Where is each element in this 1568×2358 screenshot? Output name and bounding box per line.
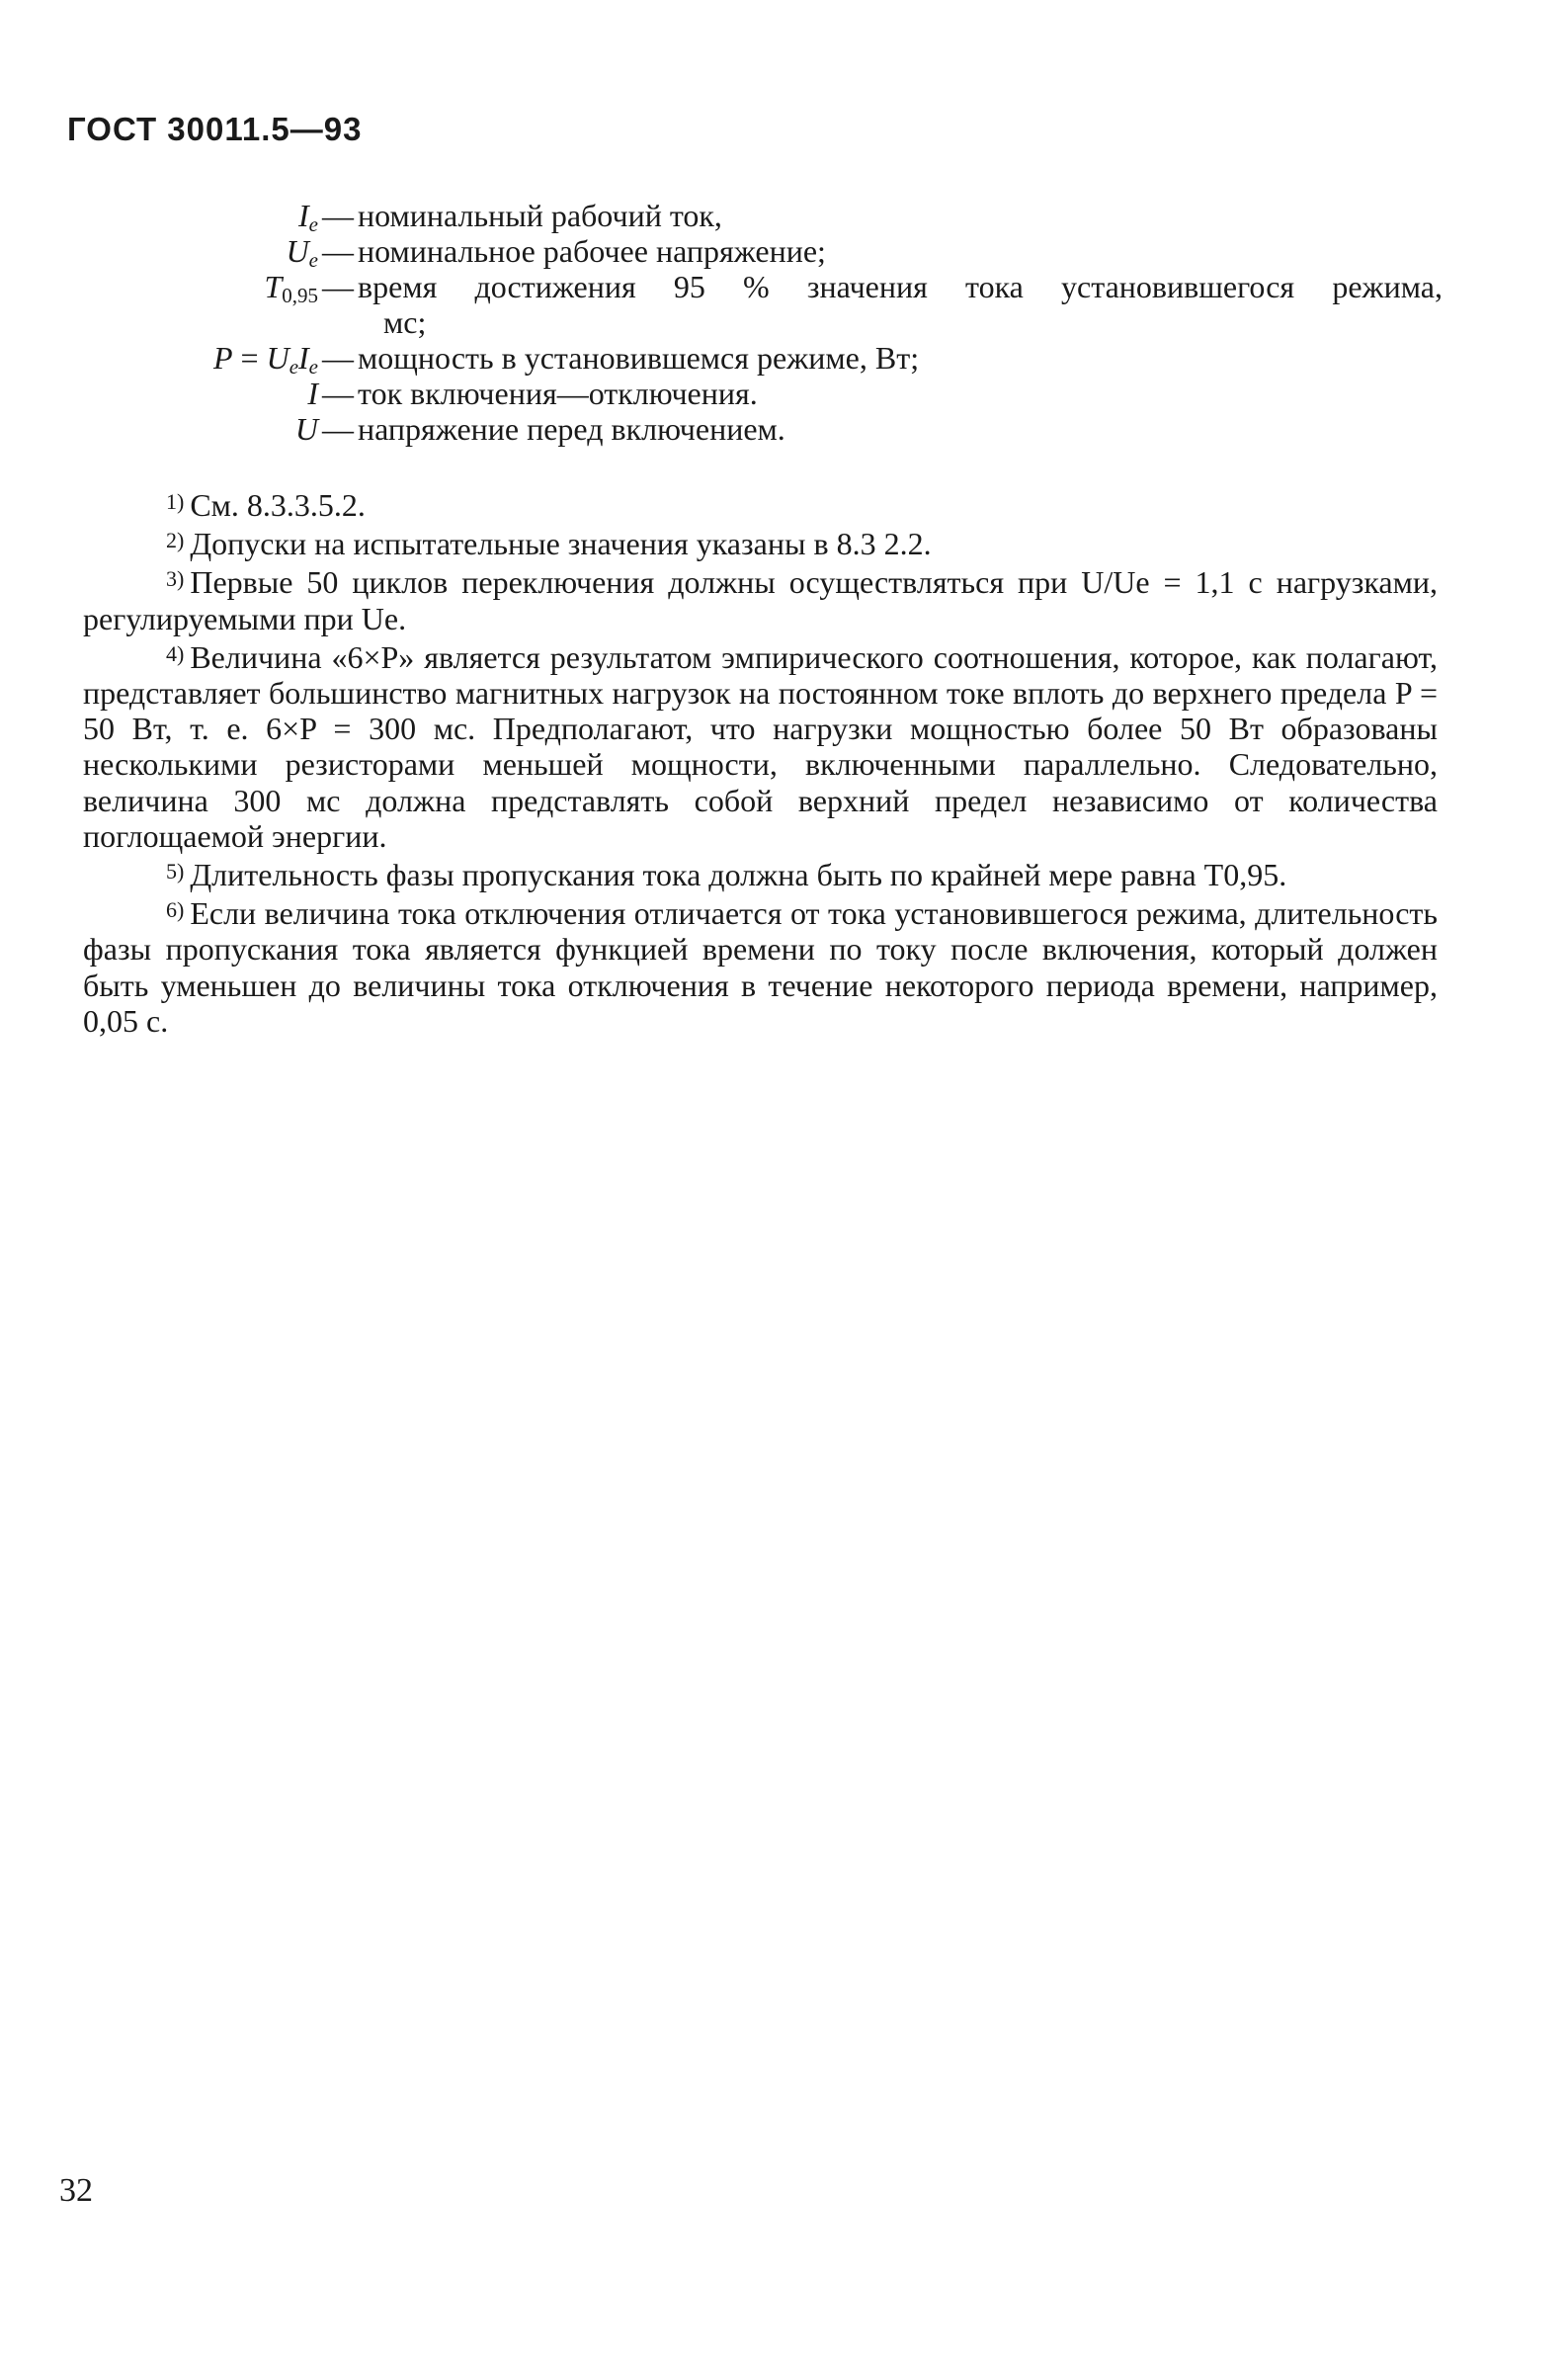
definition-text: время достижения 95 % значения тока установившегося режима,: [358, 269, 1443, 304]
definition-row: [59, 376, 1443, 411]
definition-symbol: $T_{0,95}$: [264, 269, 318, 307]
definition-symbol: U: [294, 411, 318, 447]
definition-dash: —: [322, 340, 354, 376]
footnotes-list: [83, 484, 1438, 1039]
page-number: 32: [59, 2172, 93, 2209]
definition-symbol: I: [307, 376, 318, 411]
footnote-2: [83, 523, 1438, 561]
definition-text: ток включения—отключения.: [358, 376, 758, 411]
footnote-text: Первые 50 циклов переключения должны осуществляться при U/Ue = 1,1 с нагрузками, регулируемыми при Ue.: [83, 564, 1438, 636]
definition-dash: —: [322, 233, 354, 269]
definition-text: мощность в установившемся режиме, Вт;: [358, 340, 920, 376]
footnote-text: Допуски на испытательные значения указаны в 8.3 2.2.: [190, 526, 932, 562]
definition-symbol: $P = U_eI_e$: [212, 340, 318, 379]
definition-symbol: $U_e$: [286, 233, 318, 272]
footnote-5: [83, 854, 1438, 892]
definition-row: [59, 340, 1443, 379]
definition-row: [59, 233, 1443, 272]
footnote-text: Если величина тока отключения отличается от тока установившегося режима, длительность фазы пропускания тока является функцией времени по току после включения, который должен быть уменьшен до величины тока отключения в течение некоторого периода времени, например, 0,05 с.: [83, 895, 1438, 1039]
definition-row: [59, 269, 1443, 307]
footnote-marker: 5): [166, 859, 185, 884]
footnote-text: См. 8.3.3.5.2.: [190, 487, 366, 523]
footnote-marker: 4): [166, 640, 185, 666]
footnote-4: [83, 636, 1438, 854]
footnote-text: Величина «6×P» является результатом эмпирического соотношения, которое, как полагают, представляет большинство магнитных нагрузок на постоянном токе вплоть до верхнего предела P = 50 Вт, т. е. 6×P = 300 мс. Предполагают, что нагрузки мощностью более 50 Вт образованы несколькими резисторами меньшей мощности, включенными параллельно. Следовательно, величина 300 мс должна представлять собой верхний предел независимо от количества поглощаемой энергии.: [83, 638, 1438, 854]
footnote-3: [83, 561, 1438, 635]
definition-dash: —: [322, 376, 354, 411]
definition-continuation: мс;: [383, 304, 427, 340]
definition-symbol: $I_e$: [298, 198, 318, 236]
footnote-6: [83, 892, 1438, 1039]
definition-text: напряжение перед включением.: [358, 411, 785, 447]
definition-row: [59, 198, 1443, 236]
footnote-1: [83, 484, 1438, 523]
definition-dash: —: [322, 411, 354, 447]
definition-dash: —: [322, 269, 354, 304]
footnote-marker: 1): [166, 489, 185, 514]
definition-dash: —: [322, 198, 354, 233]
definition-text: номинальный рабочий ток,: [358, 198, 722, 233]
definitions-list: [59, 198, 1443, 447]
footnote-text: Длительность фазы пропускания тока должна быть по крайней мере равна T0,95.: [190, 857, 1287, 893]
document-header: ГОСТ 30011.5—93: [67, 111, 363, 147]
footnote-marker: 2): [166, 528, 185, 553]
footnote-marker: 3): [166, 566, 185, 592]
definition-text: номинальное рабочее напряжение;: [358, 233, 826, 269]
footnote-marker: 6): [166, 897, 185, 923]
definition-row: [59, 411, 1443, 447]
